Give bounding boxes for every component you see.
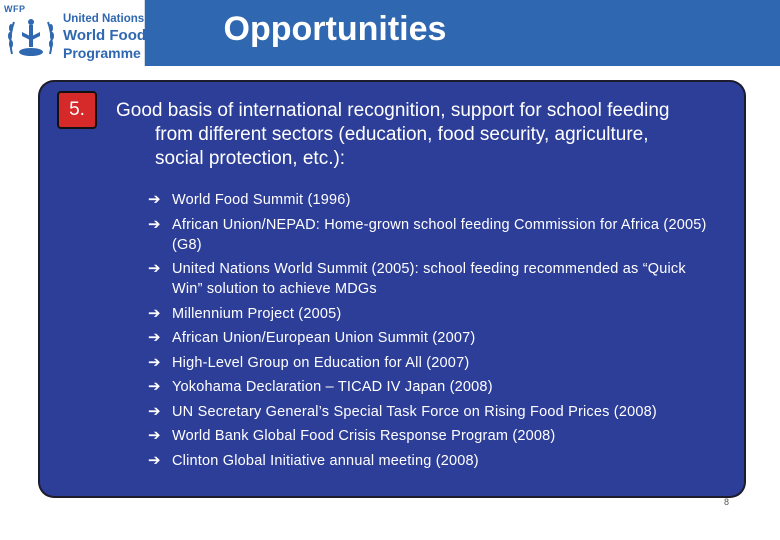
- arrow-bullet-icon: ➔: [148, 329, 161, 346]
- page-number: 8: [724, 497, 730, 507]
- list-item: [148, 259, 708, 299]
- arrow-bullet-icon: ➔: [148, 427, 161, 444]
- slide-title: Opportunities: [223, 10, 447, 48]
- list-item-text: Millennium Project (2005): [172, 305, 342, 322]
- arrow-bullet-icon: ➔: [148, 402, 161, 420]
- list-item-text: UN Secretary General’s Special Task Force on Rising Food Prices (2008): [172, 403, 657, 420]
- org-name-line1: United Nations: [63, 13, 145, 25]
- list-item-text: Yokohama Declaration – TICAD IV Japan (2008): [172, 379, 493, 395]
- arrow-bullet-icon: ➔: [148, 260, 161, 277]
- intro-text: Good basis of international recognition, support for school feeding from different sectors (education, food security, agriculture, social protection, etc.):: [116, 100, 670, 169]
- list-item: [148, 353, 708, 373]
- list-item-text: United Nations World Summit (2005): school feeding recommended as “Quick Win” solution to achieve MDGs: [172, 261, 686, 297]
- arrow-bullet-icon: ➔: [148, 378, 161, 395]
- list-item-text: African Union/European Union Summit (2007): [172, 330, 476, 346]
- list-item-text: Clinton Global Initiative annual meeting (2008): [172, 452, 479, 469]
- wfp-acronym: WFP: [4, 4, 26, 14]
- org-name-line3: Programme: [63, 45, 141, 61]
- arrow-bullet-icon: ➔: [148, 451, 161, 469]
- list-item: [148, 451, 708, 471]
- list-item: [148, 304, 708, 324]
- arrow-bullet-icon: ➔: [148, 215, 161, 233]
- wfp-emblem-icon: [4, 14, 58, 62]
- list-item-text: High-Level Group on Education for All (2007): [172, 354, 470, 371]
- list-item-text: World Food Summit (1996): [172, 192, 351, 208]
- arrow-bullet-icon: ➔: [148, 304, 161, 322]
- list-item: [148, 328, 708, 348]
- item-number-badge: 5.: [57, 91, 97, 129]
- list-item: [148, 215, 708, 255]
- list-item-text: African Union/NEPAD: Home-grown school feeding Commission for Africa (2005) (G8): [172, 216, 707, 253]
- wfp-logo: [0, 0, 145, 66]
- list-item: [148, 190, 708, 210]
- list-item: [148, 377, 708, 397]
- bullet-list: [148, 190, 708, 475]
- list-item: [148, 426, 708, 446]
- arrow-bullet-icon: ➔: [148, 191, 161, 208]
- org-name-line2: World Food: [63, 27, 147, 44]
- list-item-text: World Bank Global Food Crisis Response Program (2008): [172, 428, 556, 444]
- arrow-bullet-icon: ➔: [148, 353, 161, 371]
- list-item: [148, 402, 708, 422]
